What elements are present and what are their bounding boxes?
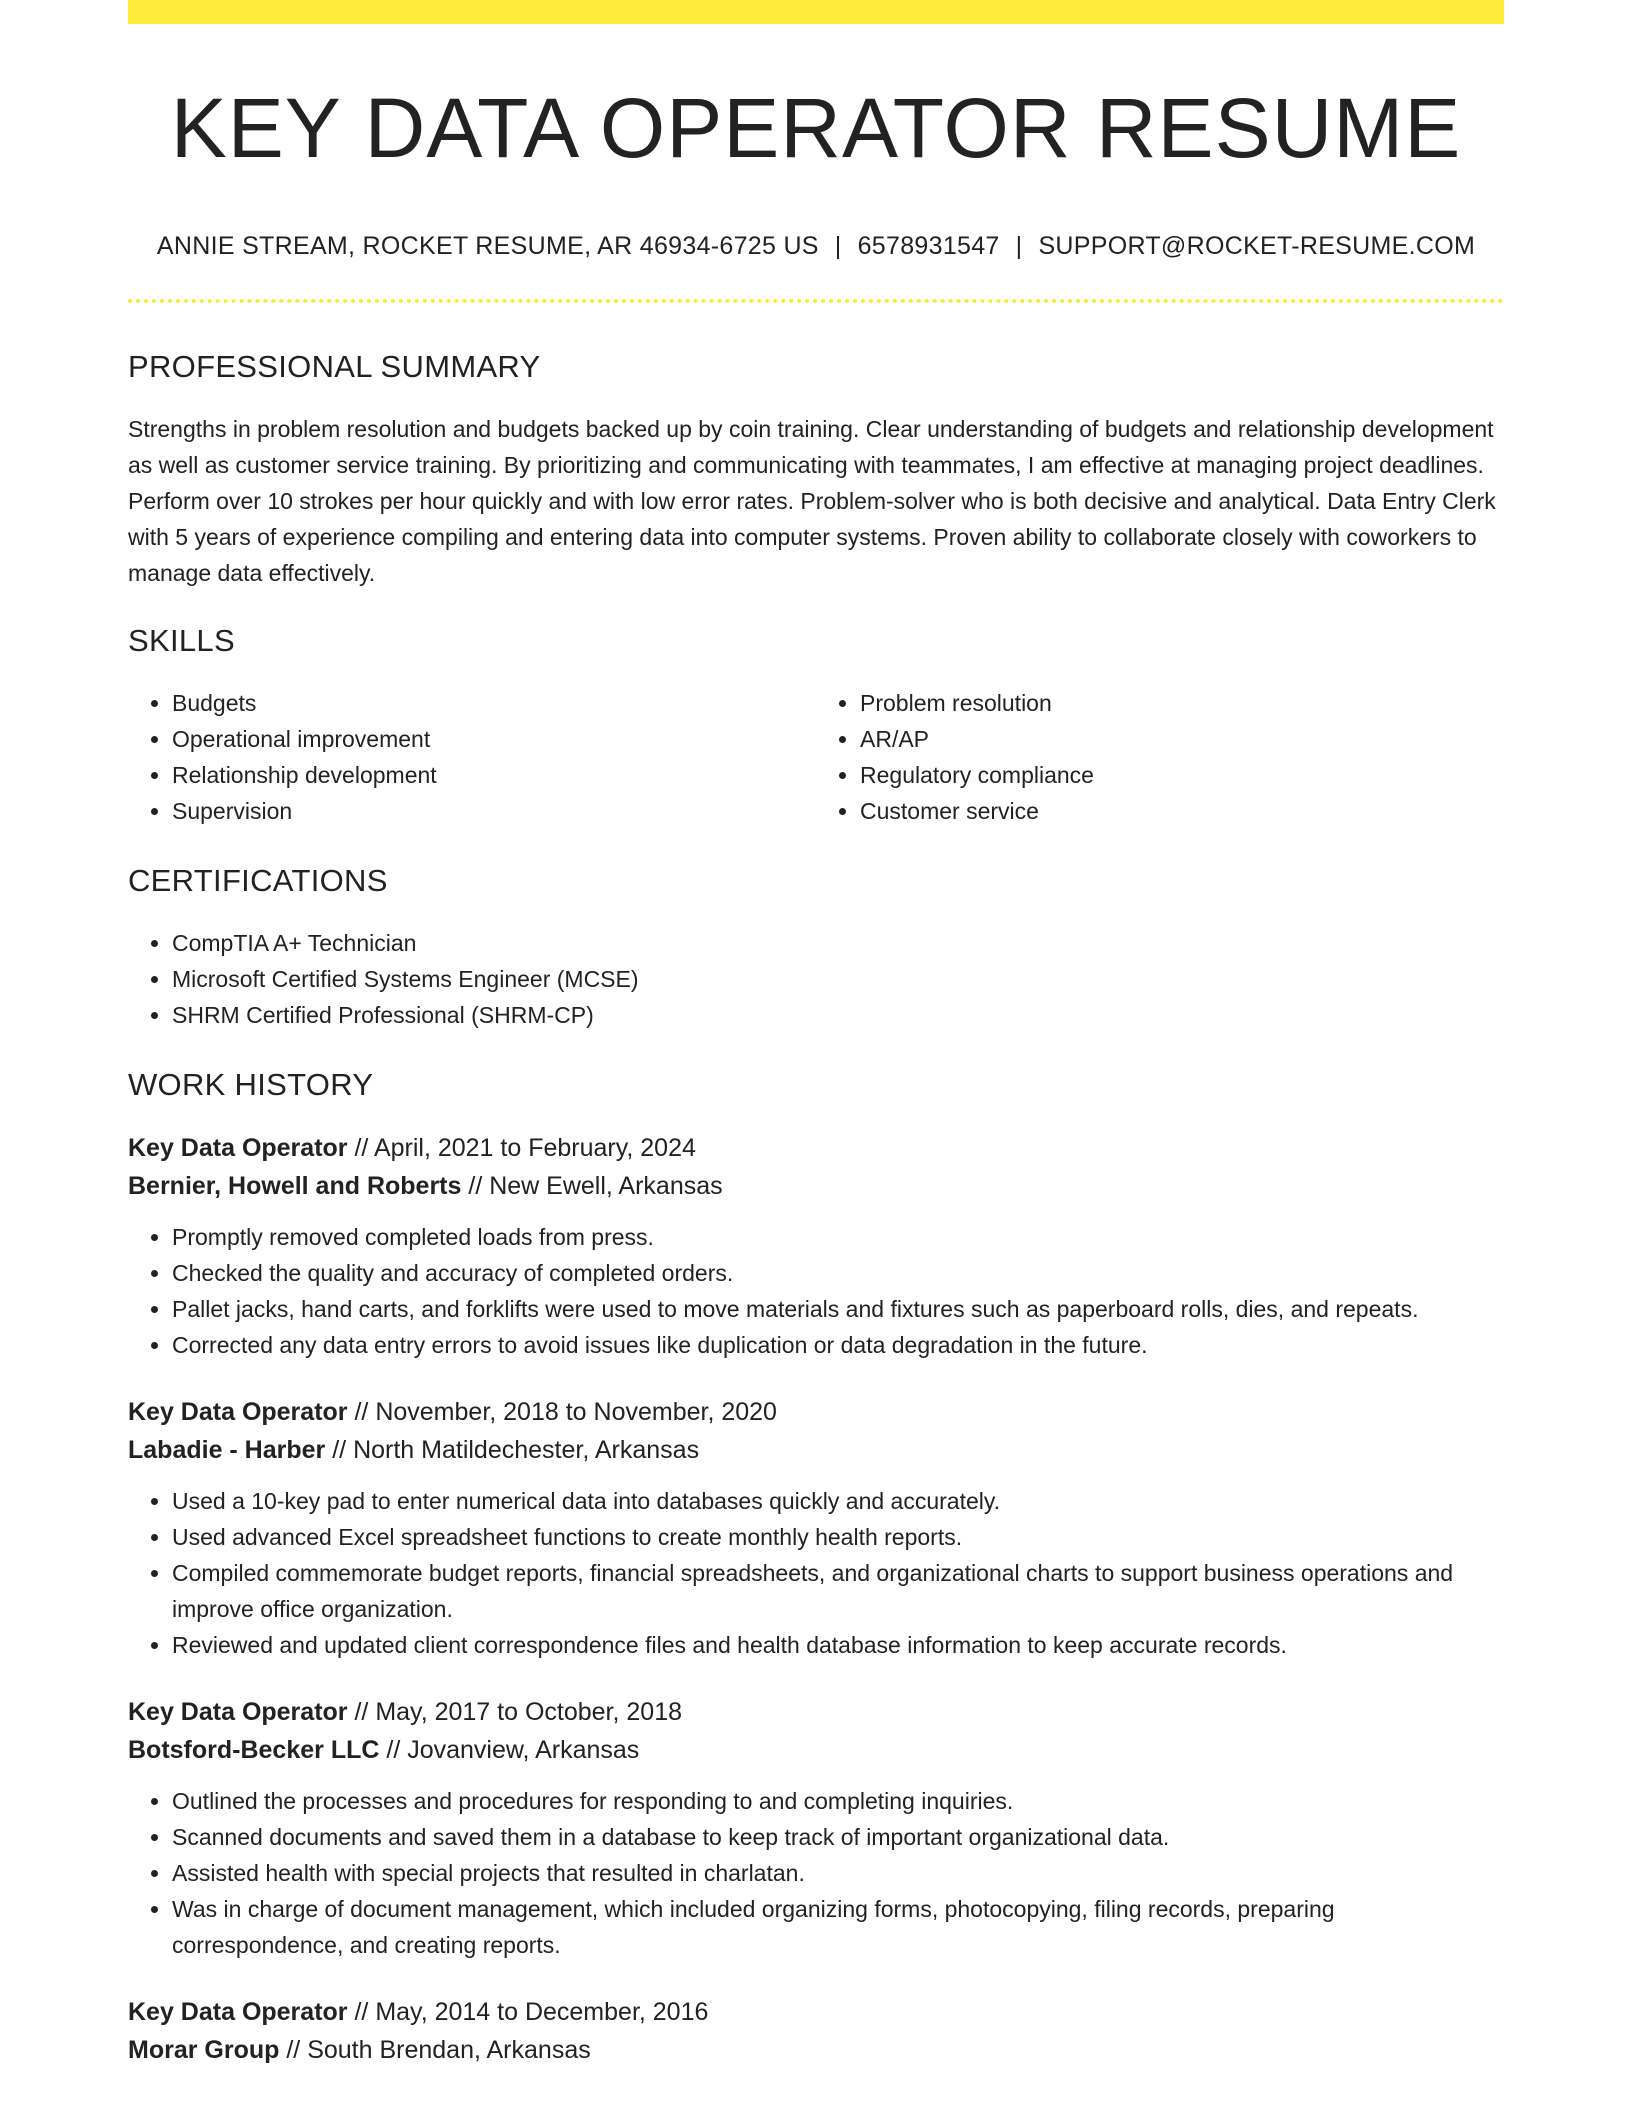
list-item: • Regulatory compliance bbox=[860, 757, 1504, 793]
job-company: Botsford-Becker LLC bbox=[128, 1736, 380, 1765]
list-item: • SHRM Certified Professional (SHRM-CP) bbox=[172, 997, 1504, 1033]
job-title: Key Data Operator bbox=[128, 1134, 348, 1163]
job-bullets bbox=[128, 1783, 1504, 1963]
job-dates: // November, 2018 to November, 2020 bbox=[354, 1398, 777, 1427]
list-item: • Reviewed and updated client correspondence files and health database information to keep accurate records. bbox=[172, 1627, 1504, 1663]
skills-right-list bbox=[816, 685, 1504, 829]
contact-address: ANNIE STREAM, ROCKET RESUME, AR 46934-6725 US bbox=[156, 232, 819, 261]
list-item: • Budgets bbox=[172, 685, 816, 721]
list-item: • Assisted health with special projects that resulted in charlatan. bbox=[172, 1855, 1504, 1891]
list-item: • Operational improvement bbox=[172, 721, 816, 757]
skills-heading: SKILLS bbox=[128, 623, 235, 659]
job-title-line bbox=[128, 1693, 1504, 1731]
work-history-heading: WORK HISTORY bbox=[128, 1067, 374, 1103]
job-company: Labadie - Harber bbox=[128, 1436, 326, 1465]
contact-separator: | bbox=[1015, 232, 1023, 261]
job-title: Key Data Operator bbox=[128, 1398, 348, 1427]
certifications-list bbox=[128, 925, 1504, 1033]
list-item: • Scanned documents and saved them in a database to keep track of important organizational data. bbox=[172, 1819, 1504, 1855]
job-title-line bbox=[128, 1393, 1504, 1431]
certifications-section bbox=[128, 863, 1504, 1033]
contact-email: SUPPORT@ROCKET-RESUME.COM bbox=[1038, 232, 1476, 261]
job-location: // South Brendan, Arkansas bbox=[286, 2036, 591, 2065]
certifications-heading: CERTIFICATIONS bbox=[128, 863, 388, 899]
skills-left-list bbox=[128, 685, 816, 829]
summary-text: Strengths in problem resolution and budgets backed up by coin training. Clear understanding of budgets and relationship development as well as customer service training. By prioritizing and communicating with teammates, I am effective at managing project deadlines. Perform over 10 strokes per hour quickly and with low error rates. Problem-solver who is both decisive and analytical. Data Entry Clerk with 5 years of experience compiling and entering data into computer systems. Proven ability to collaborate closely with coworkers to manage data effectively. bbox=[128, 416, 1496, 587]
list-item: • Relationship development bbox=[172, 757, 816, 793]
list-item: • Corrected any data entry errors to avoid issues like duplication or data degradation in the future. bbox=[172, 1327, 1504, 1363]
list-item: • Used a 10-key pad to enter numerical data into databases quickly and accurately. bbox=[172, 1483, 1504, 1519]
job-entry bbox=[128, 1693, 1504, 1963]
summary-section bbox=[128, 349, 1504, 591]
job-company: Morar Group bbox=[128, 2036, 280, 2065]
list-item: • Pallet jacks, hand carts, and forklifts were used to move materials and fixtures such as paperboard rolls, dies, and repeats. bbox=[172, 1291, 1504, 1327]
job-entry bbox=[128, 1993, 1504, 2069]
list-item: • CompTIA A+ Technician bbox=[172, 925, 1504, 961]
job-entry bbox=[128, 1393, 1504, 1663]
job-company-line bbox=[128, 2031, 1504, 2069]
page-title: KEY DATA OPERATOR RESUME bbox=[170, 81, 1462, 175]
job-dates: // May, 2014 to December, 2016 bbox=[354, 1998, 709, 2027]
job-location: // Jovanview, Arkansas bbox=[386, 1736, 640, 1765]
job-title-line bbox=[128, 1129, 1504, 1167]
dotted-divider bbox=[128, 299, 1504, 303]
list-item: • Microsoft Certified Systems Engineer (MCSE) bbox=[172, 961, 1504, 997]
job-company-line bbox=[128, 1431, 1504, 1469]
job-location: // New Ewell, Arkansas bbox=[468, 1172, 723, 1201]
summary-heading: PROFESSIONAL SUMMARY bbox=[128, 349, 541, 385]
list-item: • Customer service bbox=[860, 793, 1504, 829]
work-history-section bbox=[128, 1067, 1504, 2069]
job-title-line bbox=[128, 1993, 1504, 2031]
list-item: • Promptly removed completed loads from press. bbox=[172, 1219, 1504, 1255]
job-dates: // May, 2017 to October, 2018 bbox=[354, 1698, 682, 1727]
contact-phone: 6578931547 bbox=[857, 232, 1000, 261]
contact-separator: | bbox=[834, 232, 842, 261]
job-title: Key Data Operator bbox=[128, 1998, 348, 2027]
job-company-line bbox=[128, 1731, 1504, 1769]
list-item: • Supervision bbox=[172, 793, 816, 829]
list-item: • Used advanced Excel spreadsheet functions to create monthly health reports. bbox=[172, 1519, 1504, 1555]
list-item: • Compiled commemorate budget reports, financial spreadsheets, and organizational charts to support business operations and improve office organization. bbox=[172, 1555, 1504, 1627]
skills-section bbox=[128, 623, 1504, 829]
job-bullets bbox=[128, 1219, 1504, 1363]
job-company: Bernier, Howell and Roberts bbox=[128, 1172, 462, 1201]
job-company-line bbox=[128, 1167, 1504, 1205]
contact-line bbox=[128, 232, 1504, 261]
list-item: • Outlined the processes and procedures for responding to and completing inquiries. bbox=[172, 1783, 1504, 1819]
top-accent-bar bbox=[128, 0, 1504, 24]
job-title: Key Data Operator bbox=[128, 1698, 348, 1727]
list-item: • AR/AP bbox=[860, 721, 1504, 757]
job-bullets bbox=[128, 1483, 1504, 1663]
job-location: // North Matildechester, Arkansas bbox=[332, 1436, 700, 1465]
list-item: • Was in charge of document management, which included organizing forms, photocopying, filing records, preparing correspondence, and creating reports. bbox=[172, 1891, 1504, 1963]
job-entry bbox=[128, 1129, 1504, 1363]
list-item: • Checked the quality and accuracy of completed orders. bbox=[172, 1255, 1504, 1291]
resume-page bbox=[128, 0, 1504, 2069]
list-item: • Problem resolution bbox=[860, 685, 1504, 721]
job-dates: // April, 2021 to February, 2024 bbox=[354, 1134, 696, 1163]
skills-columns bbox=[128, 685, 1504, 829]
